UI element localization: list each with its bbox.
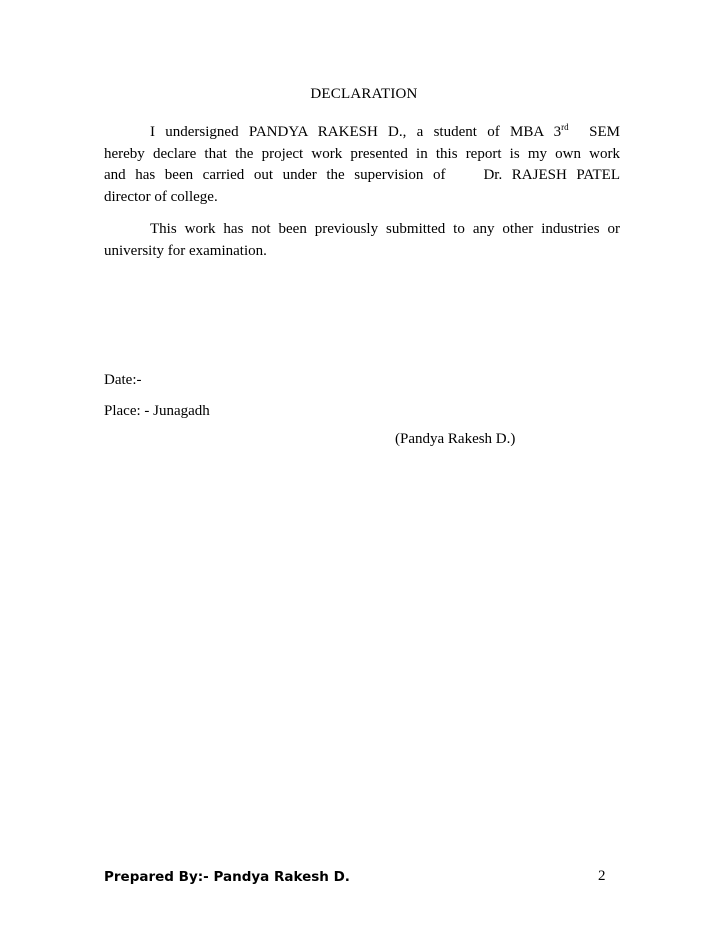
paragraph-1-line-2: hereby declare that the project work presented in this report is my own work — [104, 145, 620, 162]
paragraph-1-line-4: director of college. — [104, 188, 218, 205]
declaration-paragraph-2 — [104, 219, 620, 262]
line-3-text: and has been carried out under the supervision of — [104, 167, 446, 183]
paragraph-1-line-3 — [104, 165, 620, 187]
ordinal-superscript: rd — [561, 122, 569, 132]
signature-name: (Pandya Rakesh D.) — [395, 431, 516, 447]
page-number: 2 — [598, 868, 606, 884]
place-label: Place: - Junagadh — [104, 403, 210, 419]
line-1-sem: SEM — [589, 124, 621, 140]
footer-prepared-by: Prepared By:- Pandya Rakesh D. — [104, 869, 350, 885]
line-1-text: I undersigned PANDYA RAKESH D., a student of MBA 3 — [150, 124, 562, 140]
paragraph-2-line-1-text: This work has not been previously submitted to any other industries or — [150, 221, 620, 237]
paragraph-2-line-1 — [104, 219, 620, 241]
declaration-heading: DECLARATION — [310, 86, 418, 102]
declaration-paragraph-1 — [104, 122, 620, 208]
supervisor-name: Dr. RAJESH PATEL — [483, 167, 620, 183]
paragraph-1-line-1 — [104, 122, 620, 144]
date-label: Date:- — [104, 372, 142, 388]
paragraph-2-line-2: university for examination. — [104, 242, 267, 259]
page-title — [0, 86, 728, 103]
